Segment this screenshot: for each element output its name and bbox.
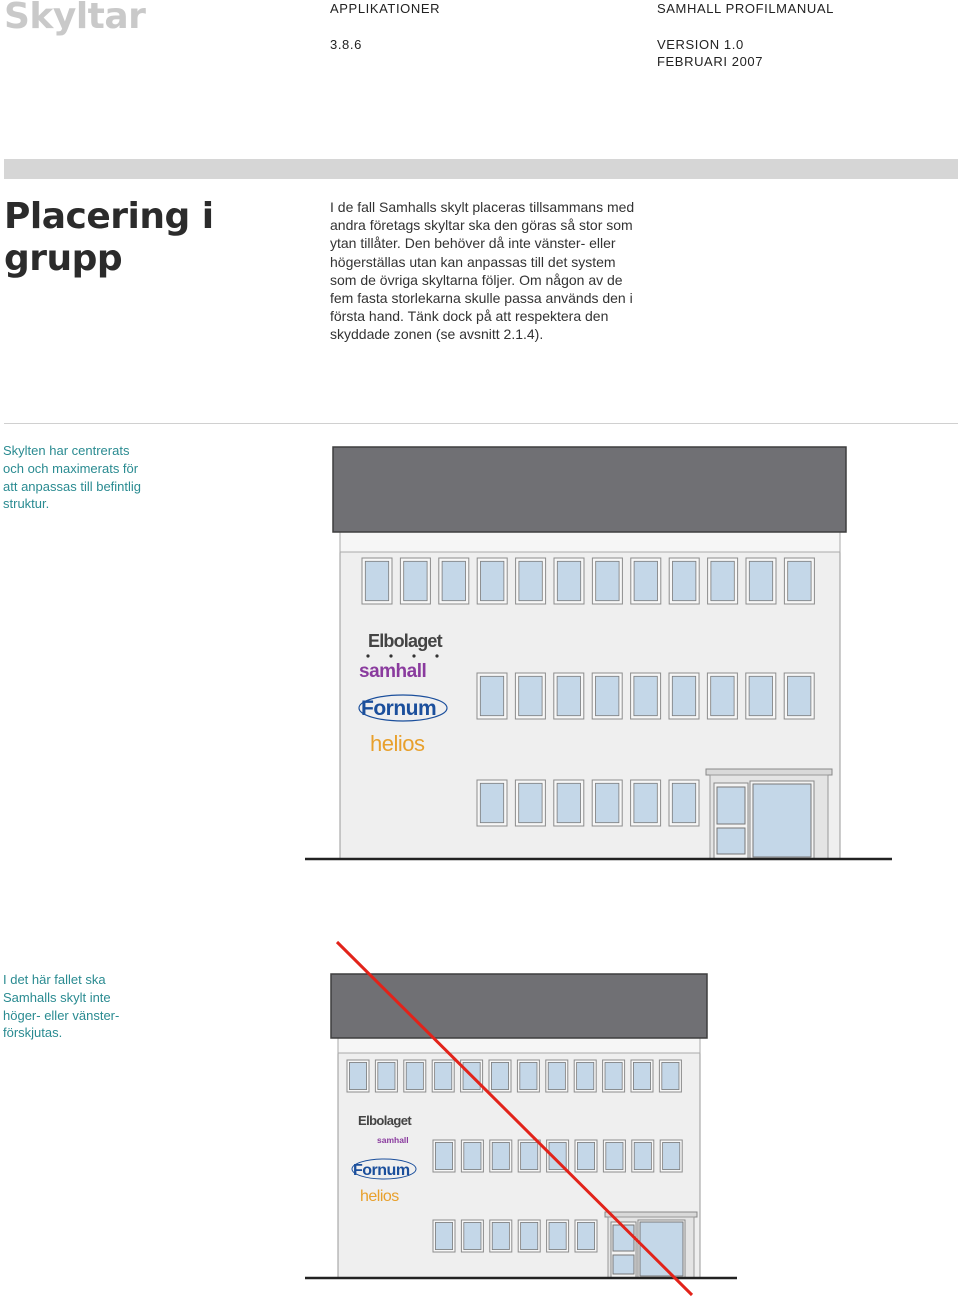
window-glass <box>557 561 580 600</box>
horizontal-rule <box>4 423 958 424</box>
window-glass <box>577 1062 594 1089</box>
window-glass <box>672 676 695 715</box>
window-glass <box>749 561 772 600</box>
entrance-canopy <box>706 769 832 775</box>
entrance-canopy <box>605 1212 697 1217</box>
window-glass <box>788 676 811 715</box>
window-glass <box>662 1062 679 1089</box>
cornice <box>338 1038 700 1053</box>
side-door-glass-lower <box>613 1255 634 1274</box>
body-paragraph: I de fall Samhalls skylt placeras tillsammans med andra företags skyltar ska den göras så stor som ytan tillåter. Den behöver då inte vänster- eller högerställas utan kan anpassas till det system som de övriga skyltarna följer. Om någon av de fem fasta storlekarna skulle passa används den i första hand. Tänk dock på att respektera den skyddade zonen (se avsnitt 2.1.4). <box>330 199 635 343</box>
side-door-glass-upper <box>717 787 745 824</box>
header-manual: SAMHALL PROFILMANUAL <box>657 1 834 16</box>
window-glass <box>435 1142 452 1169</box>
window-glass <box>634 1142 651 1169</box>
window-glass <box>519 561 542 600</box>
window-glass <box>749 676 772 715</box>
window-glass <box>481 561 504 600</box>
logo-fornum: Fornum <box>353 1162 410 1179</box>
window-glass <box>672 783 695 822</box>
header-date: FEBRUARI 2007 <box>657 54 764 69</box>
window-glass <box>596 561 619 600</box>
window-glass <box>788 561 811 600</box>
window-glass <box>606 1142 623 1169</box>
window-glass <box>491 1062 508 1089</box>
building-figure-correct <box>300 440 900 870</box>
roof <box>331 974 707 1038</box>
window-glass <box>520 1062 537 1089</box>
window-glass <box>711 676 734 715</box>
window-glass <box>365 561 388 600</box>
window-glass <box>519 783 542 822</box>
logo-helios: helios <box>370 731 425 756</box>
window-glass <box>464 1142 481 1169</box>
window-glass <box>633 1062 650 1089</box>
window-glass <box>605 1062 622 1089</box>
window-glass <box>435 1062 452 1089</box>
window-glass <box>492 1222 509 1249</box>
window-glass <box>349 1062 366 1089</box>
cornice <box>340 532 840 552</box>
page-heading: Placering i grupp <box>4 196 214 279</box>
window-glass <box>464 1222 481 1249</box>
window-glass <box>521 1142 538 1169</box>
window-glass <box>596 676 619 715</box>
window-glass <box>663 1142 680 1169</box>
roof <box>333 447 846 532</box>
window-row-middle <box>433 1140 682 1172</box>
logo-elbolaget: Elbolaget <box>368 631 442 651</box>
header-version: VERSION 1.0 <box>657 37 744 52</box>
caption-incorrect: I det här fallet ska Samhalls skylt inte höger- eller vänster-förskjutas. <box>3 972 120 1041</box>
window-glass <box>480 783 503 822</box>
window-glass <box>480 676 503 715</box>
window-glass <box>557 676 580 715</box>
logo-helios: helios <box>360 1188 399 1205</box>
caption-correct: Skylten har centrerats och och maximerats för att anpassas till befintlig struktur. <box>3 443 142 512</box>
window-glass <box>521 1222 538 1249</box>
window-glass <box>549 1222 566 1249</box>
window-glass <box>406 1062 423 1089</box>
window-row-middle <box>477 673 814 719</box>
header-category: APPLIKATIONER <box>330 1 441 16</box>
logo-elbolaget: Elbolaget <box>358 1113 412 1128</box>
logo-samhall: samhall <box>377 1135 409 1145</box>
window-glass <box>577 1142 594 1169</box>
main-door-glass <box>753 784 811 857</box>
window-glass <box>577 1222 594 1249</box>
window-glass <box>378 1062 395 1089</box>
section-title: Skyltar <box>4 0 146 37</box>
window-glass <box>557 783 580 822</box>
logo-samhall: samhall <box>359 661 427 682</box>
window-glass <box>492 1142 509 1169</box>
logo-fornum: Fornum <box>361 697 437 720</box>
window-glass <box>442 561 465 600</box>
window-glass <box>634 561 657 600</box>
window-glass <box>435 1222 452 1249</box>
gray-band-divider <box>4 159 958 179</box>
building-figure-incorrect <box>300 935 745 1297</box>
window-glass <box>711 561 734 600</box>
side-door-glass-lower <box>717 828 745 854</box>
window-glass <box>634 676 657 715</box>
window-glass <box>548 1062 565 1089</box>
window-glass <box>596 783 619 822</box>
header-section-number: 3.8.6 <box>330 37 362 52</box>
window-glass <box>519 676 542 715</box>
window-glass <box>673 561 696 600</box>
window-glass <box>634 783 657 822</box>
window-glass <box>404 561 427 600</box>
